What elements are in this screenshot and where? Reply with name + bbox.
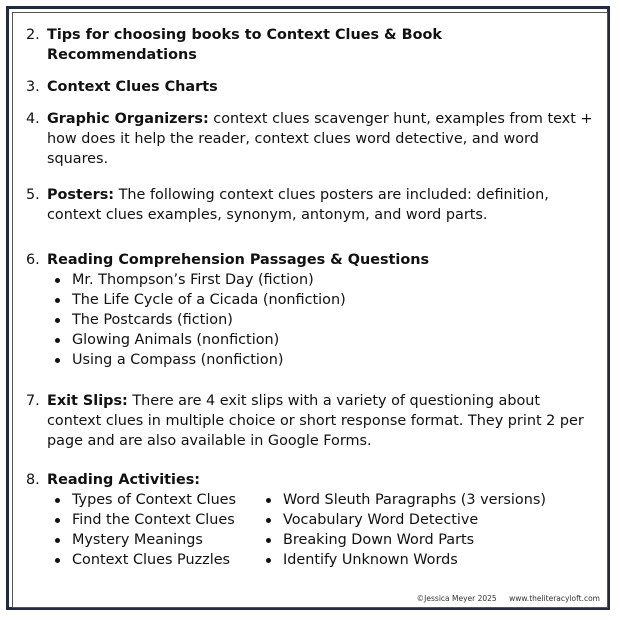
passage-list (47, 270, 594, 370)
item-number: 4. (26, 111, 40, 127)
item-title: Graphic Organizers: (47, 111, 209, 127)
list-bullet: The Postcards (fiction) (47, 310, 594, 330)
item-number: 7. (26, 393, 40, 409)
list-bullet: Context Clues Puzzles (47, 550, 258, 570)
website-link[interactable]: www.theliteracyloft.com (509, 594, 600, 603)
document-content (26, 20, 594, 570)
item-title: Exit Slips: (47, 393, 128, 409)
list-bullet: Word Sleuth Paragraphs (3 versions) (258, 490, 578, 510)
list-bullet: Glowing Animals (nonfiction) (47, 330, 594, 350)
list-bullet: Vocabulary Word Detective (258, 510, 578, 530)
list-item-7 (26, 391, 594, 451)
item-title: Posters: (47, 187, 115, 203)
list-bullet: Mystery Meanings (47, 530, 258, 550)
copyright-text: ©Jessica Meyer 2025 (416, 594, 497, 603)
footer (417, 594, 600, 603)
list-item-3 (26, 77, 594, 97)
activity-list-right (258, 490, 578, 570)
activity-columns (47, 490, 594, 570)
list-bullet: Types of Context Clues (47, 490, 258, 510)
item-title: Context Clues Charts (47, 79, 218, 95)
list-bullet: Using a Compass (nonfiction) (47, 350, 594, 370)
item-title: Tips for choosing books to Context Clues & Book Recommendations (47, 27, 442, 63)
item-text: context clues scavenger hunt, examples from text + how does it help the reader, context clues word detective, and word squares. (47, 111, 593, 167)
item-number: 2. (26, 27, 40, 43)
list-item-2 (26, 25, 594, 65)
activity-list-left (47, 490, 258, 570)
list-item-6 (26, 250, 594, 370)
list-item-4 (26, 109, 594, 169)
list-item-8 (26, 470, 594, 570)
list-bullet: The Life Cycle of a Cicada (nonfiction) (47, 290, 594, 310)
item-number: 8. (26, 472, 40, 488)
item-title: Reading Activities: (47, 472, 201, 488)
item-number: 3. (26, 79, 40, 95)
list-bullet: Identify Unknown Words (258, 550, 578, 570)
list-bullet: Find the Context Clues (47, 510, 258, 530)
list-bullet: Breaking Down Word Parts (258, 530, 578, 550)
item-title: Reading Comprehension Passages & Questions (47, 252, 430, 268)
list-bullet: Mr. Thompson’s First Day (fiction) (47, 270, 594, 290)
item-text: There are 4 exit slips with a variety of questioning about context clues in multiple choice or short response format. They print 2 per page and are also available in Google Forms. (47, 393, 584, 449)
item-number: 5. (26, 187, 40, 203)
item-text: The following context clues posters are included: definition, context clues examples, synonym, antonym, and word parts. (47, 187, 549, 223)
list-item-5 (26, 185, 594, 225)
item-number: 6. (26, 252, 40, 268)
